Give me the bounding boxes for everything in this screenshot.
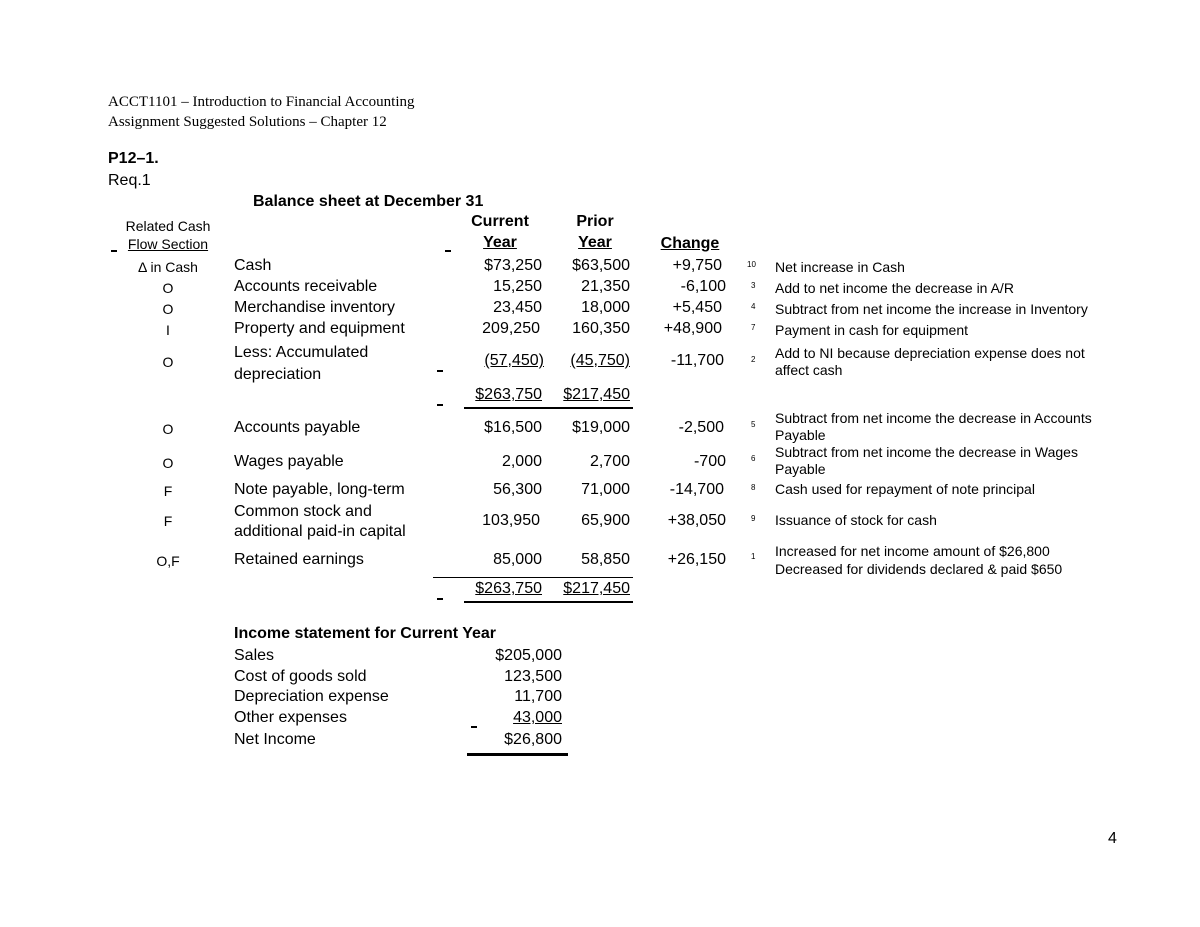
account-label-line1: Less: Accumulated <box>234 344 369 361</box>
section-code: O,F <box>156 553 180 569</box>
section-code: O <box>162 455 174 471</box>
current-value: (57,450) <box>484 352 544 369</box>
current-value: 56,300 <box>493 481 542 498</box>
income-value: 123,500 <box>504 668 562 685</box>
page-number: 4 <box>1108 830 1117 847</box>
account-label-line1: Common stock and <box>234 503 372 520</box>
income-value: $205,000 <box>495 647 562 664</box>
section-code: O <box>162 354 174 370</box>
total-assets-current: $263,750 <box>475 386 542 403</box>
change-value: +26,150 <box>667 551 726 568</box>
underline-dash <box>111 250 117 252</box>
account-label: Retained earnings <box>234 551 364 568</box>
explanation-note: Net increase in Cash <box>775 259 905 275</box>
current-value: 15,250 <box>493 278 542 295</box>
footnote-ref: 3 <box>751 281 756 290</box>
account-label: Wages payable <box>234 453 344 470</box>
total-liabilities-prior: $217,450 <box>563 580 630 597</box>
account-label: Accounts payable <box>234 419 361 436</box>
income-label: Sales <box>234 647 275 664</box>
section-code: F <box>163 483 173 499</box>
change-value: -700 <box>693 453 726 470</box>
explanation-note: Subtract from net income the increase in Inventory <box>775 301 1088 317</box>
footnote-ref: 6 <box>751 454 756 463</box>
prior-year-header-line2: Year <box>578 234 612 251</box>
change-value: +9,750 <box>672 257 722 274</box>
income-statement-title: Income statement for Current Year <box>234 625 497 642</box>
change-value: +5,450 <box>672 299 722 316</box>
account-label: Merchandise inventory <box>234 299 395 316</box>
current-year-header-line2: Year <box>483 234 517 251</box>
prior-value: 2,700 <box>589 453 630 470</box>
section-code: I <box>166 322 170 338</box>
footnote-ref: 4 <box>751 302 756 311</box>
explanation-note-line1: Add to NI because depreciation expense does not <box>775 345 1085 361</box>
footnote-ref: 2 <box>751 355 756 364</box>
change-value: -14,700 <box>669 481 724 498</box>
underline-dash <box>437 598 443 600</box>
income-label: Other expenses <box>234 709 347 726</box>
prior-value: 160,350 <box>572 320 630 337</box>
explanation-note-line1: Subtract from net income the decrease in Wages <box>775 444 1078 460</box>
current-value: $16,500 <box>484 419 542 436</box>
explanation-note: Issuance of stock for cash <box>775 512 937 528</box>
income-label: Cost of goods sold <box>234 668 367 685</box>
change-header: Change <box>660 235 720 252</box>
account-label: Property and equipment <box>234 320 405 337</box>
change-value: +38,050 <box>667 512 726 529</box>
account-label: Note payable, long-term <box>234 481 405 498</box>
current-value: 209,250 <box>482 320 540 337</box>
change-value: -11,700 <box>670 352 724 369</box>
footnote-ref: 5 <box>751 420 756 429</box>
section-code: Δ in Cash <box>138 259 198 275</box>
prior-value: 71,000 <box>581 481 630 498</box>
prior-value: 21,350 <box>581 278 630 295</box>
current-value: 85,000 <box>493 551 542 568</box>
net-income-value: $26,800 <box>504 731 562 748</box>
account-label: Cash <box>234 257 272 274</box>
change-value: -2,500 <box>678 419 724 436</box>
current-value: 2,000 <box>501 453 542 470</box>
prior-value: 18,000 <box>581 299 630 316</box>
explanation-note-line2: Payable <box>775 427 826 443</box>
explanation-note-line1: Increased for net income amount of $26,800 <box>775 543 1050 559</box>
section-code: O <box>162 421 174 437</box>
section-code: F <box>163 513 173 529</box>
section-code: O <box>162 280 174 296</box>
current-value: 23,450 <box>493 299 542 316</box>
footnote-ref: 7 <box>751 323 756 332</box>
section-header-line2: Flow Section <box>127 236 209 252</box>
income-value: 11,700 <box>514 688 562 705</box>
footnote-ref: 9 <box>751 514 756 523</box>
explanation-note-line1: Subtract from net income the decrease in Accounts <box>775 410 1092 426</box>
course-title: ACCT1101 – Introduction to Financial Accounting <box>108 94 415 110</box>
prior-value: 65,900 <box>581 512 630 529</box>
subtotal-rule <box>433 577 633 578</box>
double-underline <box>464 601 633 603</box>
underline-dash <box>437 404 443 406</box>
section-header-line1: Related Cash <box>125 218 211 234</box>
prior-value: (45,750) <box>570 352 630 369</box>
prior-value: $63,500 <box>572 257 630 274</box>
document-subtitle: Assignment Suggested Solutions – Chapter 12 <box>108 114 387 130</box>
prior-value: $19,000 <box>572 419 630 436</box>
underline-dash <box>445 250 451 252</box>
section-code: O <box>162 301 174 317</box>
prior-year-header-line1: Prior <box>576 213 614 230</box>
double-underline <box>464 407 633 409</box>
account-label: Accounts receivable <box>234 278 378 295</box>
current-year-header-line1: Current <box>471 213 529 230</box>
explanation-note-line2: Decreased for dividends declared & paid $650 <box>775 561 1063 577</box>
footnote-ref: 1 <box>751 552 756 561</box>
underline-dash <box>437 370 443 372</box>
current-value: 103,950 <box>482 512 540 529</box>
footnote-ref: 10 <box>747 260 756 269</box>
explanation-note: Payment in cash for equipment <box>775 322 968 338</box>
change-value: -6,100 <box>680 278 726 295</box>
explanation-note: Add to net income the decrease in A/R <box>775 280 1014 296</box>
income-label: Net Income <box>234 731 316 748</box>
income-value: 43,000 <box>513 709 562 726</box>
total-liabilities-current: $263,750 <box>475 580 542 597</box>
requirement-label: Req.1 <box>108 172 151 189</box>
explanation-note-line2: Payable <box>775 461 826 477</box>
account-label-line2: depreciation <box>234 366 322 383</box>
explanation-note-line2: affect cash <box>775 362 843 378</box>
balance-sheet-title: Balance sheet at December 31 <box>253 193 484 210</box>
income-label: Depreciation expense <box>234 688 389 705</box>
problem-number: P12–1. <box>108 150 159 167</box>
explanation-note: Cash used for repayment of note principal <box>775 481 1035 497</box>
footnote-ref: 8 <box>751 483 756 492</box>
net-income-double-underline <box>467 753 568 756</box>
change-value: +48,900 <box>663 320 722 337</box>
current-value: $73,250 <box>484 257 542 274</box>
total-assets-prior: $217,450 <box>563 386 630 403</box>
prior-value: 58,850 <box>581 551 630 568</box>
account-label-line2: additional paid-in capital <box>234 523 406 540</box>
